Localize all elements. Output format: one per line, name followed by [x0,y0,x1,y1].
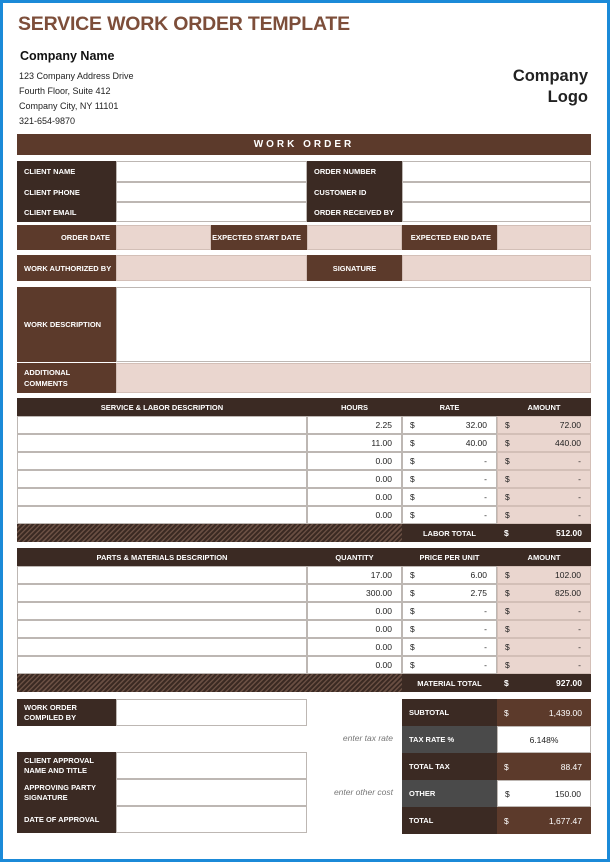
material-total-amount: 927.00 [556,678,582,688]
rate-cell[interactable] [402,452,497,470]
client-phone-label: CLIENT PHONE [17,182,116,202]
expected-end-date-label: EXPECTED END DATE [402,225,497,250]
work-description-label: WORK DESCRIPTION [17,287,116,362]
description-cell[interactable] [17,620,307,638]
quantity-header: QUANTITY [307,548,402,566]
cell-value: - [484,456,487,466]
logo-line: Company [512,67,588,85]
description-cell[interactable] [17,434,307,452]
description-cell[interactable] [17,470,307,488]
currency-symbol: $ [410,510,415,520]
cell-value: 40.00 [465,438,487,448]
cell-value: 825.00 [555,588,581,598]
price-per-unit-header: PRICE PER UNIT [402,548,497,566]
logo-line: Logo [547,88,588,106]
rate-cell[interactable] [402,602,497,620]
enter-tax-rate-hint: enter tax rate [342,733,393,743]
amount-cell[interactable] [497,584,591,602]
date-of-approval-field[interactable] [116,806,307,833]
cell-value: - [484,660,487,670]
description-cell[interactable] [17,638,307,656]
description-cell[interactable] [17,452,307,470]
labor-total-value [497,524,591,542]
cell-value: - [484,642,487,652]
work-order-header: WORK ORDER [17,134,591,155]
label-line: SIGNATURE [24,792,68,802]
currency-symbol: $ [504,761,509,772]
rate-cell[interactable] [402,638,497,656]
approving-party-field[interactable] [116,779,307,806]
cell-value: - [578,492,581,502]
order-number-label: ORDER NUMBER [307,161,402,182]
subtotal-label: SUBTOTAL [402,699,497,726]
amount-cell[interactable] [497,620,591,638]
currency-symbol: $ [505,642,510,652]
rate-cell[interactable] [402,584,497,602]
currency-symbol: $ [410,420,415,430]
rate-cell[interactable] [402,656,497,674]
amount-cell[interactable] [497,506,591,524]
amount-header: AMOUNT [497,398,591,416]
quantity-cell[interactable]: 0.00 [307,638,402,656]
amount-cell[interactable] [497,452,591,470]
compiled-by-label [17,699,116,726]
labor-description-header: SERVICE & LABOR DESCRIPTION [17,398,307,416]
quantity-cell[interactable]: 0.00 [307,470,402,488]
hours-header: HOURS [307,398,402,416]
currency-symbol: $ [504,528,509,538]
enter-other-cost-hint: enter other cost [333,787,393,797]
signature-field[interactable] [402,255,591,281]
customer-id-label: CUSTOMER ID [307,182,402,202]
tax-rate-input[interactable]: 6.148% [497,726,591,753]
cell-value: - [578,456,581,466]
cell-value: - [578,606,581,616]
currency-symbol: $ [410,642,415,652]
currency-symbol: $ [410,438,415,448]
amount-cell[interactable] [497,638,591,656]
currency-symbol: $ [505,438,510,448]
currency-symbol: $ [505,456,510,466]
label-line: COMMENTS [24,379,68,388]
quantity-cell[interactable]: 0.00 [307,620,402,638]
company-phone: 321-654-9870 [19,116,76,126]
labor-total-amount: 512.00 [556,528,582,538]
currency-symbol: $ [505,660,510,670]
client-name-field[interactable] [116,161,307,182]
work-authorized-by-field[interactable] [116,255,307,281]
label-line: COMPILED BY [24,712,77,722]
work-authorized-by-label: WORK AUTHORIZED BY [17,255,116,281]
description-cell[interactable] [17,656,307,674]
cell-value: - [578,624,581,634]
total-tax-amount: 88.47 [560,761,582,772]
other-label: OTHER [402,780,497,807]
company-address-line: Fourth Floor, Suite 412 [19,86,111,96]
total-tax-value [497,753,591,780]
quantity-cell[interactable]: 0.00 [307,656,402,674]
cell-value: - [484,606,487,616]
amount-cell[interactable] [497,656,591,674]
total-tax-label: TOTAL TAX [402,753,497,780]
expected-start-date-field[interactable] [307,225,402,250]
quantity-cell[interactable]: 300.00 [307,584,402,602]
amount-cell[interactable] [497,416,591,434]
currency-symbol: $ [410,492,415,502]
order-date-field[interactable] [116,225,211,250]
label-line: ADDITIONAL [24,368,71,377]
cell-value: 2.75 [470,588,487,598]
currency-symbol: $ [410,660,415,670]
tax-rate-label: TAX RATE % [402,726,497,753]
currency-symbol: $ [505,510,510,520]
description-cell[interactable] [17,416,307,434]
order-date-label: ORDER DATE [17,225,116,250]
amount-cell[interactable] [497,488,591,506]
amount-cell[interactable] [497,566,591,584]
description-cell[interactable] [17,506,307,524]
client-email-field[interactable] [116,202,307,222]
cell-value: - [578,510,581,520]
currency-symbol: $ [505,624,510,634]
order-received-by-field[interactable] [402,202,591,222]
quantity-cell[interactable]: 0.00 [307,488,402,506]
currency-symbol: $ [410,588,415,598]
label-line: WORK ORDER [24,702,77,712]
rate-cell[interactable] [402,416,497,434]
cell-value: - [484,474,487,484]
amount-cell[interactable] [497,602,591,620]
cell-value: - [484,510,487,520]
labor-total-label: LABOR TOTAL [402,524,497,542]
total-label: TOTAL [402,807,497,834]
quantity-cell[interactable]: 11.00 [307,434,402,452]
currency-symbol: $ [410,606,415,616]
signature-label: SIGNATURE [307,255,402,281]
rate-cell[interactable] [402,488,497,506]
cell-value: 102.00 [555,570,581,580]
material-total-hatch [17,674,402,692]
total-value [497,807,591,834]
expected-end-date-field[interactable] [497,225,591,250]
description-cell[interactable] [17,488,307,506]
page-title: SERVICE WORK ORDER TEMPLATE [18,13,350,35]
currency-symbol: $ [410,570,415,580]
client-name-label: CLIENT NAME [17,161,116,182]
rate-cell[interactable] [402,470,497,488]
client-phone-field[interactable] [116,182,307,202]
labor-total-hatch [17,524,402,542]
label-line: CLIENT APPROVAL [24,755,95,765]
quantity-cell[interactable]: 17.00 [307,566,402,584]
company-name: Company Name [20,49,115,63]
work-description-field[interactable] [116,287,591,362]
cell-value: 440.00 [555,438,581,448]
amount-cell[interactable] [497,434,591,452]
quantity-cell[interactable]: 0.00 [307,506,402,524]
currency-symbol: $ [504,707,509,718]
client-approval-label [17,752,116,779]
rate-cell[interactable] [402,566,497,584]
cell-value: - [578,474,581,484]
currency-symbol: $ [505,420,510,430]
amount-cell[interactable] [497,470,591,488]
subtotal-amount: 1,439.00 [548,707,582,718]
currency-symbol: $ [505,570,510,580]
additional-comments-label [17,363,116,393]
rate-header: RATE [402,398,497,416]
currency-symbol: $ [505,492,510,502]
expected-start-date-label: EXPECTED START DATE [211,225,307,250]
currency-symbol: $ [505,606,510,616]
other-cost-input[interactable] [497,780,591,807]
client-email-label: CLIENT EMAIL [17,202,116,222]
currency-symbol: $ [504,815,509,826]
description-cell[interactable] [17,584,307,602]
cell-value: 6.00 [470,570,487,580]
date-of-approval-label: DATE OF APPROVAL [17,806,116,833]
currency-symbol: $ [505,474,510,484]
cell-value: - [578,642,581,652]
material-total-value [497,674,591,692]
currency-symbol: $ [410,456,415,466]
quantity-cell[interactable]: 0.00 [307,602,402,620]
client-approval-field[interactable] [116,752,307,779]
cell-value: 72.00 [559,420,581,430]
rate-cell[interactable] [402,434,497,452]
cell-value: - [484,624,487,634]
total-amount: 1,677.47 [548,815,582,826]
company-logo [513,66,588,108]
cell-value: 32.00 [465,420,487,430]
rate-cell[interactable] [402,506,497,524]
amount-header: AMOUNT [497,548,591,566]
other-cost-amount: 150.00 [555,788,581,799]
parts-description-header: PARTS & MATERIALS DESCRIPTION [17,548,307,566]
description-cell[interactable] [17,566,307,584]
additional-comments-field[interactable] [116,363,591,393]
approving-party-label [17,779,116,806]
description-cell[interactable] [17,602,307,620]
compiled-by-field[interactable] [116,699,307,726]
cell-value: - [578,660,581,670]
customer-id-field[interactable] [402,182,591,202]
order-number-field[interactable] [402,161,591,182]
currency-symbol: $ [505,788,510,799]
order-received-by-label: ORDER RECEIVED BY [307,202,402,222]
currency-symbol: $ [410,474,415,484]
label-line: NAME AND TITLE [24,765,88,775]
currency-symbol: $ [505,588,510,598]
quantity-cell[interactable]: 2.25 [307,416,402,434]
cell-value: - [484,492,487,502]
subtotal-value [497,699,591,726]
label-line: APPROVING PARTY [24,782,96,792]
company-address-line: Company City, NY 11101 [19,101,119,111]
quantity-cell[interactable]: 0.00 [307,452,402,470]
currency-symbol: $ [504,678,509,688]
material-total-label: MATERIAL TOTAL [402,674,497,692]
currency-symbol: $ [410,624,415,634]
rate-cell[interactable] [402,620,497,638]
company-address-line: 123 Company Address Drive [19,71,134,81]
